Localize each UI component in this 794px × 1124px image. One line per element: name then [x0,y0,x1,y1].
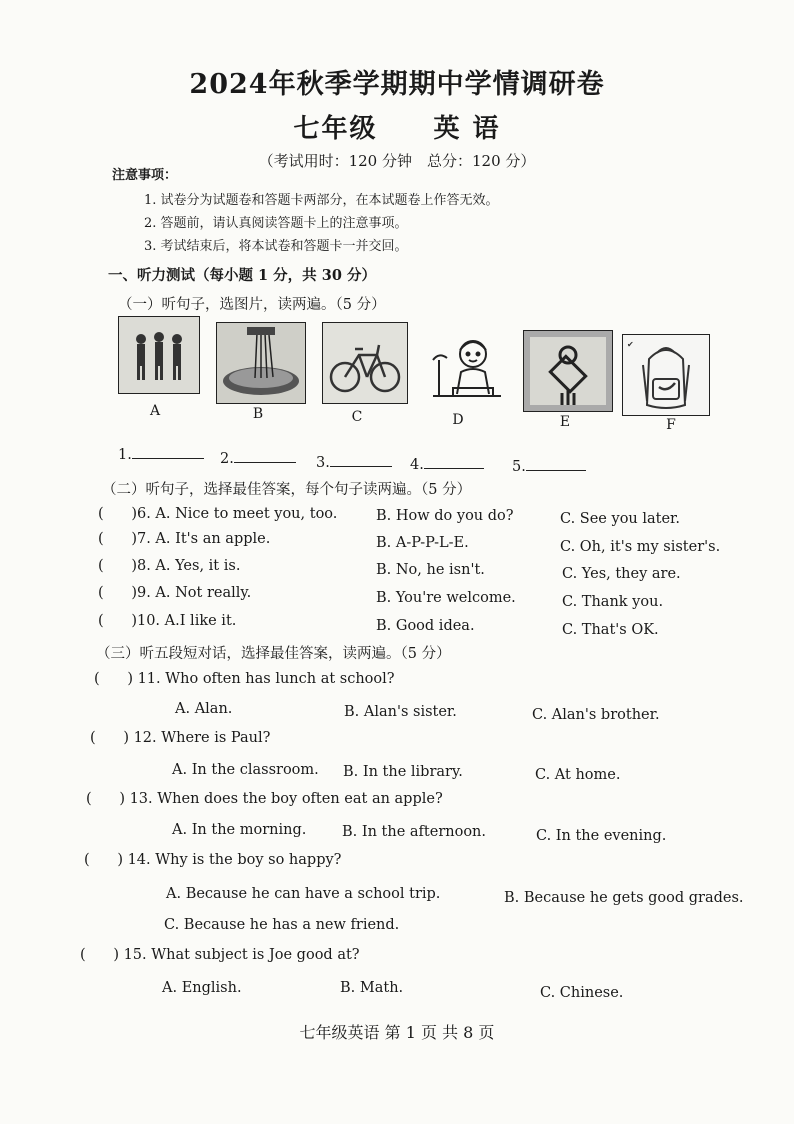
option-c: C. That's OK. [562,622,659,638]
people-icon [118,316,200,394]
page-footer: 七年级英语 第 1 页 共 8 页 [299,1023,495,1042]
option-c: C. Thank you. [562,594,664,610]
option-a: A.I like it. [164,613,237,629]
answer-paren[interactable]: ( [84,852,118,868]
option-c: C. Yes, they are. [562,566,681,582]
answer-paren[interactable]: ( [98,531,132,547]
exam-title: 2024年秋季学期期中学情调研卷 [189,69,605,100]
option-b: B. How do you do? [376,508,514,524]
question-stem [86,791,443,807]
answer-paren[interactable]: ( [98,506,132,522]
option-c: C. Alan's brother. [532,707,660,723]
option-a: A. Not really. [155,585,252,601]
answer-blank-1[interactable] [118,444,204,463]
question-stem [90,730,270,746]
option-c: C. In the evening. [536,828,667,844]
grade-label: 七年级 [293,114,378,144]
answer-paren[interactable]: ( [90,730,124,746]
option-b: B. Alan's sister. [344,704,457,720]
option-b: B. Math. [340,980,404,996]
question-number: )9. [131,585,151,601]
blank-number: 4. [410,457,424,473]
answer-paren[interactable]: ( [86,791,120,807]
option-b: B. In the afternoon. [342,824,487,840]
blank-number: 3. [316,455,330,471]
option-a: A. English. [162,980,242,996]
option-a: A. Nice to meet you, too. [155,506,338,522]
exam-info: （考试用时：120 分钟 总分：120 分） [258,152,536,170]
subject-label: 英 语 [433,114,501,144]
part1-heading: （一）听句子，选图片，读两遍。（5 分） [118,297,386,313]
question-stem [84,852,341,868]
option-a: A. Yes, it is. [155,558,241,574]
blank-number: 2. [220,451,234,467]
note-item: 2. 答题前，请认真阅读答题卡上的注意事项。 [144,216,408,231]
answer-paren[interactable]: ( [98,585,132,601]
option-c: C. At home. [535,767,621,783]
svg-text:✔: ✔ [627,340,634,349]
question-row [98,558,240,574]
notes-heading: 注意事项： [112,168,178,183]
boy-studying-icon [423,330,507,406]
part3-heading: （三）听五段短对话，选择最佳答案，读两遍。（5 分） [96,646,451,662]
option-c: C. Because he has a new friend. [164,917,400,933]
picture-label: B [252,406,264,422]
picture-label: C [351,409,363,425]
picture-label: D [452,412,464,428]
answer-blank-4[interactable] [410,454,484,473]
question-text: ) 15. What subject is Joe good at? [113,947,360,963]
question-row [98,613,236,629]
question-text: ) 14. Why is the boy so happy? [117,852,342,868]
chinese-knot-icon [523,330,613,412]
answer-paren[interactable]: ( [94,671,128,687]
backpack-icon [622,334,710,416]
answer-paren[interactable]: ( [80,947,114,963]
answer-blank-3[interactable] [316,452,392,471]
option-c: C. Oh, it's my sister's. [560,539,721,555]
answer-blank-2[interactable] [220,448,296,467]
answer-blank-5[interactable] [512,456,586,475]
question-text: ) 13. When does the boy often eat an apple? [119,791,443,807]
option-b: B. Because he gets good grades. [504,890,744,906]
picture-label: F [666,417,676,433]
question-row [98,585,251,601]
section1-heading: 一、听力测试（每小题 1 分，共 30 分） [108,267,376,284]
question-number: )8. [131,558,151,574]
option-a: A. Because he can have a school trip. [166,886,441,902]
question-number: )10. [131,613,161,629]
grade-subject [0,108,794,145]
option-b: B. In the library. [343,764,463,780]
option-a: A. Alan. [175,701,233,717]
question-stem [94,671,395,687]
option-b: B. No, he isn't. [376,562,485,578]
bicycle-icon [322,322,408,404]
blank-number: 1. [118,447,132,463]
noodles-icon [216,322,306,404]
option-a: A. In the classroom. [172,762,319,778]
question-stem [80,947,360,963]
picture-label: A [149,403,161,419]
question-text: ) 11. Who often has lunch at school? [127,671,395,687]
picture-label: E [559,414,571,430]
question-number: )7. [131,531,151,547]
question-text: ) 12. Where is Paul? [123,730,271,746]
question-number: )6. [131,506,151,522]
option-a: A. It's an apple. [155,531,271,547]
note-item: 3. 考试结束后，将本试卷和答题卡一并交回。 [144,239,408,254]
option-a: A. In the morning. [172,822,307,838]
question-row [98,506,337,522]
blank-number: 5. [512,459,526,475]
part2-heading: （二）听句子，选择最佳答案，每个句子读两遍。（5 分） [102,482,472,498]
option-b: B. Good idea. [376,618,475,634]
option-c: C. Chinese. [540,985,624,1001]
note-item: 1. 试卷分为试题卷和答题卡两部分，在本试题卷上作答无效。 [144,193,499,208]
answer-paren[interactable]: ( [98,558,132,574]
question-row [98,531,270,547]
option-c: C. See you later. [560,511,681,527]
option-b: B. A-P-P-L-E. [376,535,469,551]
answer-paren[interactable]: ( [98,613,132,629]
option-b: B. You're welcome. [376,590,516,606]
